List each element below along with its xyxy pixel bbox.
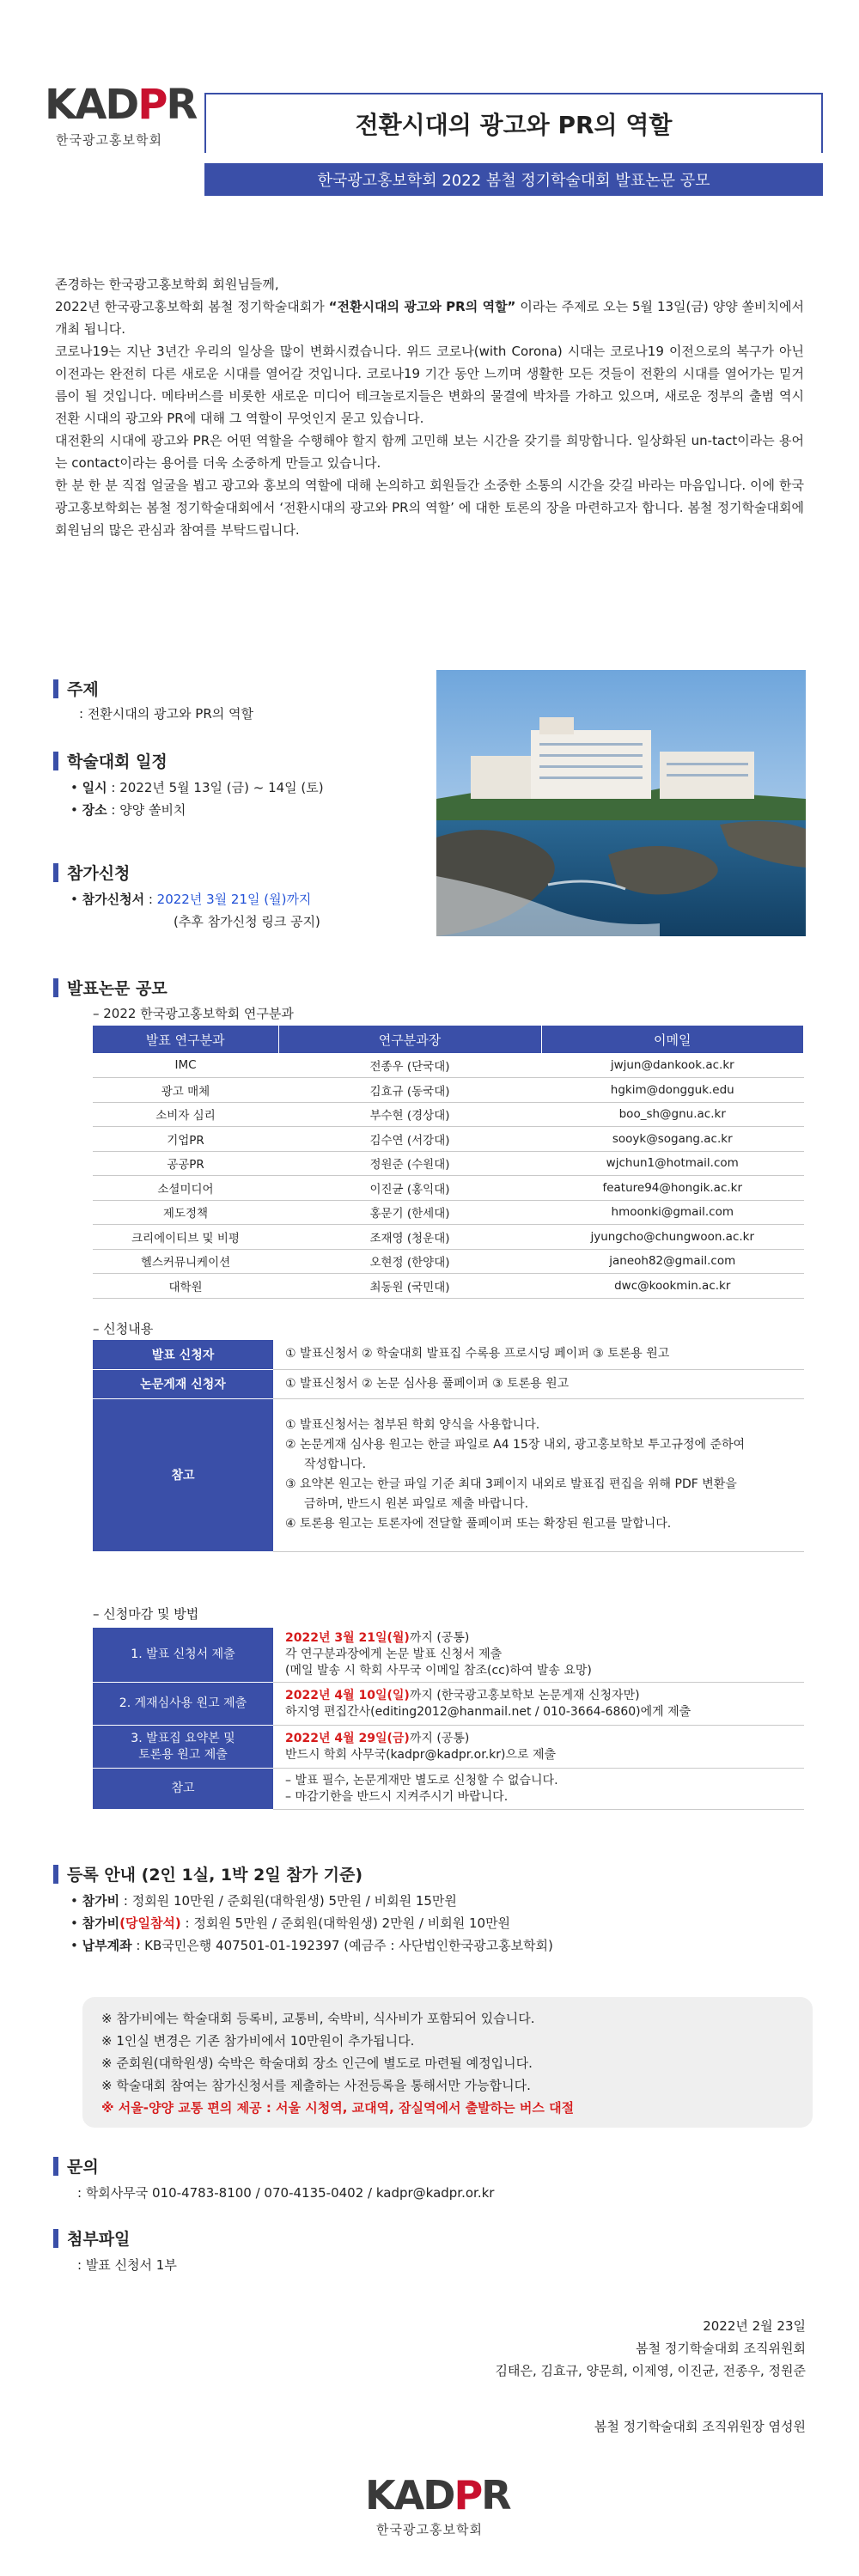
table-row: 공공PR 정원준 (수원대) wjchun1@hotmail.com — [93, 1151, 804, 1176]
table-row — [93, 1683, 804, 1726]
table-row — [93, 1369, 804, 1398]
intro-p3: 대전환의 시대에 광고와 PR은 어떤 역할을 수행해야 할지 함께 고민해 보는 시간을 갖기를 희망합니다. 일상화된 un-tact이라는 용어는 contact이라는 용어를 더욱 소중하게 만들고 있습니다. — [55, 433, 804, 471]
section-bar-icon — [53, 2229, 58, 2248]
logo-bottom — [365, 2472, 510, 2538]
schedule-date: • 일시 : 2022년 5월 13일 (금) ~ 14일 (토) — [70, 780, 324, 795]
section-bar-icon — [53, 2157, 58, 2176]
apply-ref-value: ① 발표신청서는 첨부된 학회 양식을 사용합니다. ② 논문게재 심사용 원고는 한글 파일로 A4 15장 내외, 광고홍보학보 투고규정에 준하여 작성합니다. ③ 요약본 원고는 한글 파일 기준 최대 3페이지 내외로 발표집 편집을 위해 PDF 변환을 금하며, 반드시 원본 파일로 제출 바랍니다. ④ 토론용 원고는 토론자에 전달할 풀페이퍼 또는 확장된 원고를 말합니다. — [273, 1398, 804, 1551]
apply-ref-label: 참고 — [93, 1398, 273, 1551]
table-row: 광고 매체 김효규 (동국대) hgkim@dongguk.edu — [93, 1078, 804, 1103]
table-row: 기업PR 김수연 (서강대) sooyk@sogang.ac.kr — [93, 1127, 804, 1152]
schedule-body — [70, 776, 324, 821]
resort-photo-illustration — [436, 670, 806, 936]
table-row — [93, 1726, 804, 1769]
col-division: 발표 연구분과 — [93, 1026, 278, 1053]
signature-chair: 봄철 정기학술대회 조직위원장 염성원 — [594, 2419, 806, 2434]
fee-line-2: • 참가비(당일참석) : 정회원 5만원 / 준회원(대학원생) 2만원 / 비회원 10만원 — [70, 1915, 511, 1931]
papers-sub2: – 신청내용 — [93, 1321, 154, 1337]
papers-sub1: – 2022 한국광고홍보학회 연구분과 — [93, 1006, 294, 1021]
col-chair: 연구분과장 — [278, 1026, 541, 1053]
table-row: 대학원 최동원 (국민대) dwc@kookmin.ac.kr — [93, 1274, 804, 1299]
fee-notes — [82, 1997, 813, 2128]
contact-heading: 문의 — [53, 2154, 99, 2177]
table-row: 소셜미디어 이진균 (홍익대) feature94@hongik.ac.kr — [93, 1176, 804, 1201]
deadline-r2-value: 2022년 4월 10일(일)까지 (한국광고홍보학보 논문게재 신청자만) 하지영 편집간사(editing2012@hanmail.net / 010-3664-6860)에게 제출 — [273, 1683, 804, 1726]
table-row: 소비자 심리 부수현 (경상대) boo_sh@gnu.ac.kr — [93, 1102, 804, 1127]
attachment-heading: 첨부파일 — [53, 2226, 130, 2250]
greeting: 존경하는 한국광고홍보학회 회원님들께, — [55, 277, 279, 292]
deadline-r2-label: 2. 게재심사용 원고 제출 — [93, 1683, 273, 1726]
table-row — [93, 1769, 804, 1810]
fee-line-3: • 납부계좌 : KB국민은행 407501-01-192397 (예금주 : 사단법인한국광고홍보학회) — [70, 1938, 553, 1953]
intro-p1: 2022년 한국광고홍보학회 봄철 정기학술대회가 “전환시대의 광고와 PR의 역할” 이라는 주제로 오는 5월 13일(금) 양양 쏠비치에서 개최 됩니다. — [55, 299, 804, 337]
apply-journal-value: ① 발표신청서 ② 논문 심사용 풀페이퍼 ③ 토론용 원고 — [273, 1369, 804, 1398]
registration-heading: 참가신청 — [53, 861, 130, 884]
fee-note: ※ 참가비에는 학술대회 등록비, 교통비, 숙박비, 식사비가 포함되어 있습니다. — [101, 2011, 535, 2026]
signature-date: 2022년 2월 23일 — [703, 2318, 806, 2334]
deadline-r3-value: 2022년 4월 29일(금)까지 (공통) 반드시 학회 사무국(kadpr@kadpr.or.kr)으로 제출 — [273, 1726, 804, 1769]
apply-journal-label: 논문게재 신청자 — [93, 1369, 273, 1398]
signature-block — [495, 2315, 806, 2382]
table-row — [93, 1398, 804, 1551]
kadpr-logo-icon: KADPR — [365, 2472, 510, 2518]
section-bar-icon — [53, 679, 58, 698]
section-bar-icon — [53, 752, 58, 770]
logo-top — [45, 81, 197, 149]
section-bar-icon — [53, 1865, 58, 1884]
deadline-r3-label: 3. 발표집 요약본 및 토론용 원고 제출 — [93, 1726, 273, 1769]
deadline-r1-value: 2022년 3월 21일(월)까지 (공통) 각 연구분과장에게 논문 발표 신청서 제출 (메일 발송 시 학회 사무국 이메일 참조(cc)하여 발송 요망) — [273, 1628, 804, 1683]
apply-present-value: ① 발표신청서 ② 학술대회 발표집 수록용 프로시딩 페이퍼 ③ 토론용 원고 — [273, 1340, 804, 1369]
theme-heading: 주제 — [53, 677, 99, 700]
table-row: IMC 전종우 (단국대) jwjun@dankook.ac.kr — [93, 1053, 804, 1078]
apply-table — [93, 1340, 804, 1552]
registration-deadline: • 참가신청서 : 2022년 3월 21일 (월)까지 — [70, 892, 312, 907]
org-name: 한국광고홍보학회 — [56, 132, 162, 148]
deadline-r1-label: 1. 발표 신청서 제출 — [93, 1628, 273, 1683]
resort-photo — [436, 670, 806, 936]
page-title: 전환시대의 광고와 PR의 역할 — [204, 93, 823, 153]
fee-heading: 등록 안내 (2인 1실, 1박 2일 참가 기준) — [53, 1862, 362, 1885]
fee-note: ※ 학술대회 참여는 참가신청서를 제출하는 사전등록을 통해서만 가능합니다. — [101, 2078, 531, 2093]
fee-body — [70, 1890, 553, 1957]
kadpr-logo-icon: KADPR — [45, 81, 197, 129]
table-row — [93, 1340, 804, 1369]
theme-text: : 전환시대의 광고와 PR의 역할 — [79, 706, 253, 722]
org-name-bottom: 한국광고홍보학회 — [376, 2522, 483, 2537]
papers-sub3: – 신청마감 및 방법 — [93, 1606, 199, 1622]
page-subtitle: 한국광고홍보학회 2022 봄철 정기학술대회 발표논문 공모 — [204, 163, 823, 196]
fee-note: ※ 준회원(대학원생) 숙박은 학술대회 장소 인근에 별도로 마련될 예정입니다. — [101, 2055, 533, 2071]
col-email: 이메일 — [541, 1026, 804, 1053]
signature-committee: 봄철 정기학술대회 조직위원회 — [636, 2341, 806, 2356]
deadline-r4-label: 참고 — [93, 1769, 273, 1810]
schedule-heading: 학술대회 일정 — [53, 749, 168, 772]
fee-line-1: • 참가비 : 정회원 10만원 / 준회원(대학원생) 5만원 / 비회원 15만원 — [70, 1893, 457, 1909]
table-row — [93, 1628, 804, 1683]
fee-note: ※ 1인실 변경은 기존 참가비에서 10만원이 추가됩니다. — [101, 2033, 415, 2049]
intro-p4: 한 분 한 분 직접 얼굴을 뵙고 광고와 홍보의 역할에 대해 논의하고 회원들간 소중한 소통의 시간을 갖길 바라는 마음입니다. 이에 한국 광고홍보학회는 봄철 정기학술대회에서 ‘전환시대의 광고와 PR의 역할’ 에 대한 토론의 장을 마련하고자 합니다. 봄철 정기학술대회에 회원님의 많은 관심과 참여를 부탁드립니다. — [55, 478, 804, 538]
apply-present-label: 발표 신청자 — [93, 1340, 273, 1369]
table-row: 헬스커뮤니케이션 오현정 (한양대) janeoh82@gmail.com — [93, 1249, 804, 1274]
table-row: 제도정책 홍문기 (한세대) hmoonki@gmail.com — [93, 1200, 804, 1225]
deadline-table — [93, 1628, 804, 1810]
section-bar-icon — [53, 863, 58, 882]
intro-letter — [55, 273, 804, 541]
section-bar-icon — [53, 978, 58, 997]
fee-note-bus: ※ 서울-양양 교통 편의 제공 : 서울 시청역, 교대역, 잠실역에서 출발하는 버스 대절 — [101, 2100, 575, 2116]
papers-heading: 발표논문 공모 — [53, 976, 168, 999]
divisions-table — [93, 1026, 804, 1299]
signature-members: 김태은, 김효규, 양문희, 이제영, 이진균, 전종우, 정원준 — [495, 2363, 806, 2378]
deadline-r4-value: – 발표 필수, 논문게재만 별도로 신청할 수 없습니다. – 마감기한을 반드시 지켜주시기 바랍니다. — [273, 1769, 804, 1810]
table-row: 크리에이티브 및 비평 조재영 (청운대) jyungcho@chungwoon.ac.kr — [93, 1225, 804, 1250]
intro-p2: 코로나19는 지난 3년간 우리의 일상을 많이 변화시켰습니다. 위드 코로나(with Corona) 시대는 코로나19 이전으로의 복구가 아닌 이전과는 완전히 다른 새로운 시대를 열어갈 것입니다. 코로나19 기간 동안 느끼며 생활한 모든 것들이 전환의 시대를 열어가는 밑거름이 될 것입니다. 메타버스를 비롯한 새로운 미디어 테크놀로지들은 변화의 물결에 박차를 가하고 있으며, 새로운 정부의 출범 역시 전환 시대의 광고와 PR에 대해 그 역할이 무엇인지 묻고 있습니다. — [55, 344, 804, 426]
contact-text: : 학회사무국 010-4783-8100 / 070-4135-0402 / kadpr@kadpr.or.kr — [77, 2185, 495, 2201]
registration-body — [70, 888, 320, 933]
attachment-text: : 발표 신청서 1부 — [77, 2257, 177, 2273]
registration-note: (추후 참가신청 링크 공지) — [174, 914, 320, 929]
schedule-place: • 장소 : 양양 쏠비치 — [70, 802, 186, 818]
